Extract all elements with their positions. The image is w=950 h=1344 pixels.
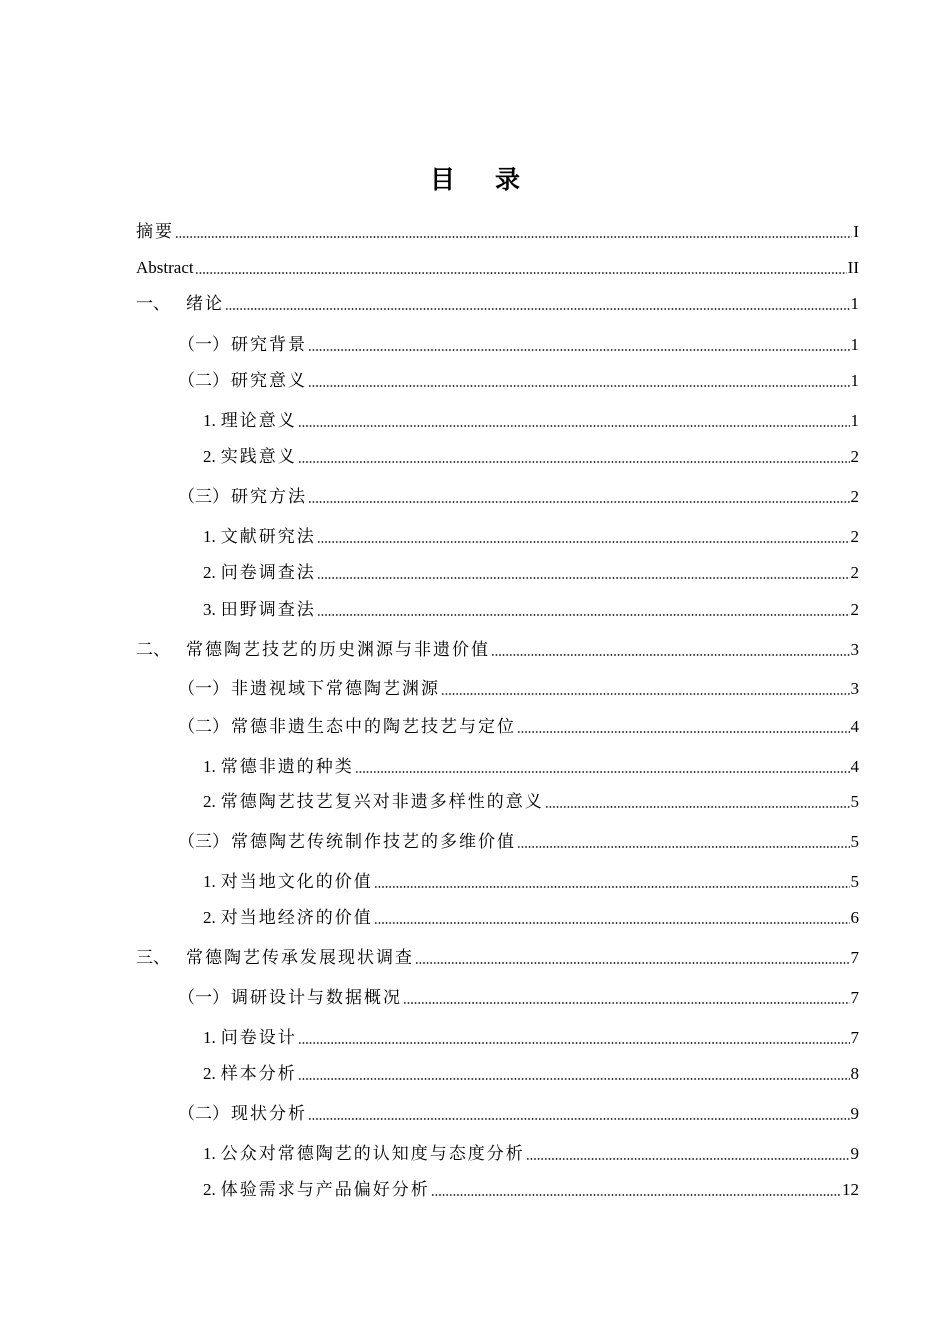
toc-leader-dots: [431, 1194, 841, 1196]
toc-page-number: 12: [842, 1180, 859, 1199]
toc-title-char: 录: [495, 165, 521, 194]
toc-entry-label: 常德非遗生态中的陶艺技艺与定位: [231, 717, 516, 736]
toc-entry-number: 二、: [136, 640, 170, 659]
toc-entry-number: 1.: [203, 1144, 216, 1163]
toc-entry-number: 2.: [203, 1180, 216, 1199]
toc-entry-label: 常德陶艺传承发展现状调查: [186, 948, 414, 967]
toc-entry[interactable]: [178, 1100, 859, 1124]
toc-leader-dots: [374, 886, 850, 888]
toc-entry[interactable]: [203, 1140, 859, 1164]
toc-leader-dots: [317, 577, 850, 579]
toc-entry-number: （二）: [178, 371, 229, 390]
toc-page-number: 4: [850, 757, 859, 776]
toc-leader-dots: [298, 425, 850, 427]
toc-page-number: 9: [850, 1104, 859, 1123]
toc-page-number: 2: [850, 600, 859, 619]
toc-leader-dots: [195, 272, 847, 274]
toc-entry-number: （一）: [178, 679, 229, 698]
toc-page-number: 2: [850, 527, 859, 546]
toc-entry-number: 三、: [136, 948, 170, 967]
toc-entry-number: 2.: [203, 563, 216, 582]
toc-entry[interactable]: [203, 1024, 859, 1048]
toc-leader-dots: [517, 731, 850, 733]
toc-leader-dots: [441, 693, 850, 695]
toc-entry-number: 1.: [203, 527, 216, 546]
toc-leader-dots: [403, 1002, 850, 1004]
toc-entry-label: 研究背景: [231, 335, 307, 354]
toc-page-number: 5: [850, 792, 859, 811]
toc-entry-label: 常德陶艺技艺的历史渊源与非遗价值: [186, 640, 490, 659]
toc-entry-number: （三）: [178, 832, 229, 851]
toc-leader-dots: [308, 501, 850, 503]
toc-entry[interactable]: [178, 483, 859, 507]
toc-entry-label: 绪论: [186, 294, 224, 313]
toc-entry[interactable]: [203, 407, 859, 431]
toc-leader-dots: [298, 1078, 850, 1080]
toc-entry-number: （二）: [178, 717, 229, 736]
toc-entry[interactable]: [203, 596, 859, 620]
toc-title-char: 目: [429, 165, 455, 194]
toc-page-number: 3: [850, 679, 859, 698]
toc-entry[interactable]: [203, 1176, 859, 1200]
toc-page-number: 5: [850, 872, 859, 891]
toc-entry-number: 3.: [203, 600, 216, 619]
toc-page-number: 1: [850, 294, 859, 313]
toc-entry-number: 一、: [136, 294, 170, 313]
toc-page-number: 9: [850, 1144, 859, 1163]
toc-leader-dots: [374, 922, 850, 924]
toc-entry[interactable]: [136, 944, 859, 968]
toc-entry-label: 现状分析: [231, 1104, 307, 1123]
toc-entry[interactable]: [203, 559, 859, 583]
toc-page-number: 2: [850, 487, 859, 506]
toc-entry-number: 2.: [203, 447, 216, 466]
toc-page-number: 4: [850, 717, 859, 736]
toc-entry[interactable]: [136, 290, 859, 314]
toc-leader-dots: [355, 771, 850, 773]
toc-entry-label: 问卷设计: [220, 1028, 297, 1047]
toc-entry-number: （一）: [178, 335, 229, 354]
toc-entry-label: 田野调查法: [220, 600, 316, 619]
toc-entry[interactable]: [178, 713, 859, 737]
toc-entry[interactable]: [203, 904, 859, 928]
toc-entry-number: （三）: [178, 487, 229, 506]
toc-page-number: 7: [850, 948, 859, 967]
toc-entry-number: 2.: [203, 792, 216, 811]
toc-entry-label: Abstract: [136, 258, 194, 277]
toc-entry[interactable]: [203, 1060, 859, 1084]
toc-entry-label: 对当地文化的价值: [220, 872, 373, 891]
toc-entry-number: 1.: [203, 1028, 216, 1047]
toc-entry[interactable]: [178, 367, 859, 391]
toc-entry[interactable]: [203, 868, 859, 892]
toc-entry-number: 1.: [203, 757, 216, 776]
toc-page-number: 7: [850, 1028, 859, 1047]
toc-entry-label: 对当地经济的价值: [220, 908, 373, 927]
toc-entry-label: 公众对常德陶艺的认知度与态度分析: [220, 1144, 525, 1163]
toc-entry-label: 理论意义: [220, 411, 297, 430]
toc-entry-label: 实践意义: [220, 447, 297, 466]
toc-entry[interactable]: [178, 828, 859, 852]
toc-entry-number: （一）: [178, 988, 229, 1007]
toc-entry-number: 2.: [203, 908, 216, 927]
toc-page-number: 1: [850, 411, 859, 430]
toc-entry[interactable]: [203, 788, 859, 812]
toc-entry-label: 非遗视域下常德陶艺渊源: [231, 679, 440, 698]
toc-entry-number: 1.: [203, 872, 216, 891]
toc-leader-dots: [317, 614, 850, 616]
toc-entry[interactable]: [203, 523, 859, 547]
toc-page-number: 2: [850, 447, 859, 466]
toc-leader-dots: [526, 1158, 850, 1160]
toc-entry-label: 常德非遗的种类: [220, 757, 354, 776]
toc-entry[interactable]: [203, 443, 859, 467]
toc-page-number: 7: [850, 988, 859, 1007]
toc-entry-label: 体验需求与产品偏好分析: [220, 1180, 430, 1199]
toc-leader-dots: [225, 308, 850, 310]
toc-leader-dots: [517, 846, 850, 848]
toc-leader-dots: [491, 654, 850, 656]
toc-leader-dots: [298, 1042, 850, 1044]
toc-leader-dots: [175, 236, 852, 238]
toc-entry[interactable]: [136, 218, 859, 242]
toc-page-number: 6: [850, 908, 859, 927]
toc-entry-label: 样本分析: [220, 1064, 297, 1083]
toc-leader-dots: [308, 1118, 850, 1120]
toc-leader-dots: [308, 385, 850, 387]
toc-entry[interactable]: [203, 753, 859, 777]
toc-entry[interactable]: [178, 675, 859, 699]
toc-entry-number: 1.: [203, 411, 216, 430]
toc-entry-label: 问卷调查法: [220, 563, 316, 582]
toc-page-number: 2: [850, 563, 859, 582]
toc-entry-label: 摘要: [136, 222, 174, 241]
toc-entry-label: 调研设计与数据概况: [231, 988, 402, 1007]
toc-entry[interactable]: [136, 636, 859, 660]
toc-entry-label: 常德陶艺传统制作技艺的多维价值: [231, 832, 516, 851]
toc-leader-dots: [317, 541, 850, 543]
toc-leader-dots: [415, 962, 850, 964]
toc-entry-label: 常德陶艺技艺复兴对非遗多样性的意义: [220, 792, 544, 811]
toc-entry-label: 文献研究法: [220, 527, 316, 546]
toc-page-number: 8: [850, 1064, 859, 1083]
toc-page-number: I: [853, 222, 859, 241]
toc-page-number: 3: [850, 640, 859, 659]
toc-leader-dots: [308, 349, 850, 351]
toc-entry-label: 研究方法: [231, 487, 307, 506]
toc-entry-number: （二）: [178, 1104, 229, 1123]
toc-entry-label: 研究意义: [231, 371, 307, 390]
toc-page-number: 5: [850, 832, 859, 851]
toc-leader-dots: [545, 806, 850, 808]
toc-page-number: 1: [850, 371, 859, 390]
toc-entry-number: 2.: [203, 1064, 216, 1083]
toc-page-number: II: [847, 258, 859, 277]
toc-entry[interactable]: [178, 331, 859, 355]
toc-leader-dots: [298, 461, 850, 463]
toc-page-number: 1: [850, 335, 859, 354]
toc-entry[interactable]: [178, 984, 859, 1008]
toc-entry[interactable]: [136, 254, 859, 278]
